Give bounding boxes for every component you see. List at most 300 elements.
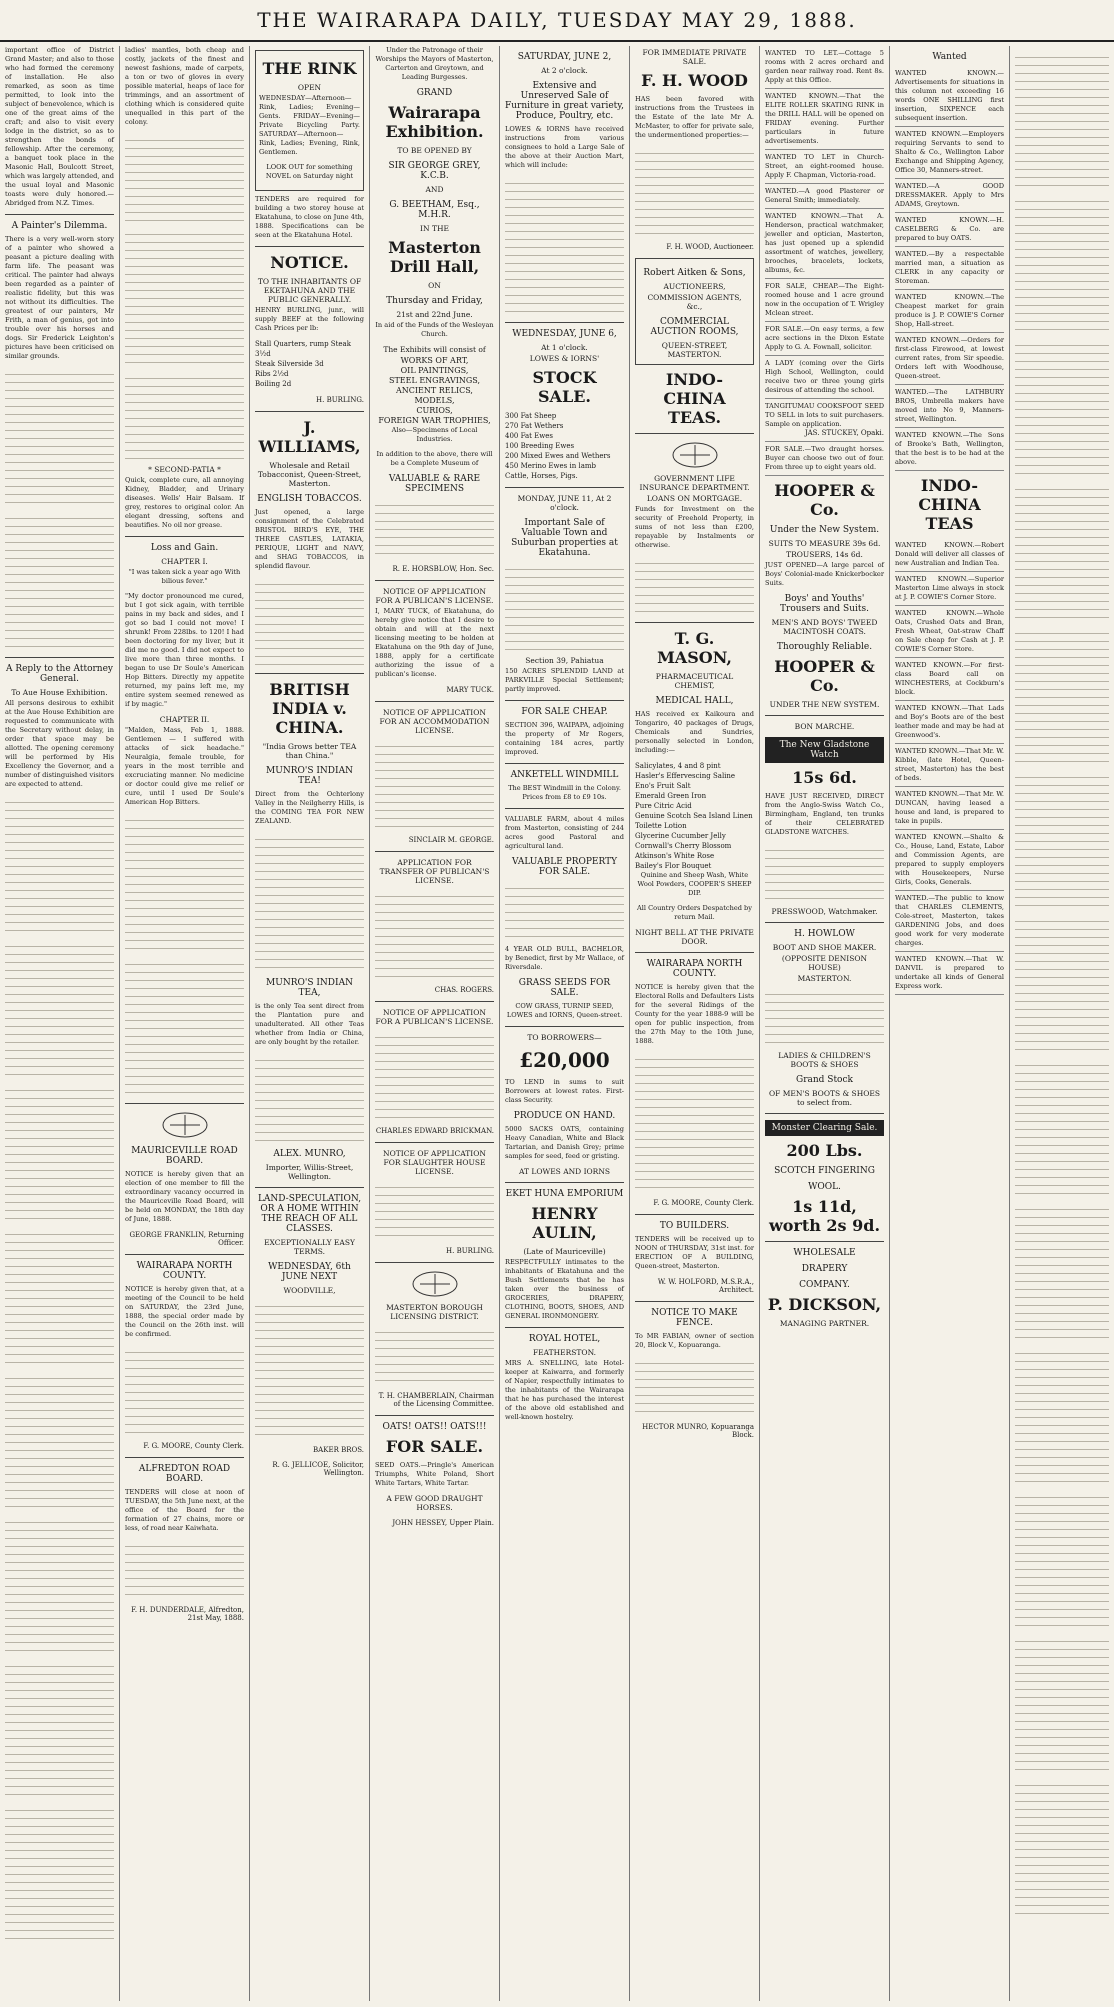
signature: H. BURLING. xyxy=(446,1247,494,1255)
british-india-sub: "India Grows better TEA than China." xyxy=(262,742,357,760)
classified-ad: WANTED.—A GOOD DRESSMAKER. Apply to Mrs ADAMS, Greytown. xyxy=(895,179,1004,213)
wholesale: WHOLESALE xyxy=(793,1248,856,1258)
windmill-price: The BEST Windmill in the Colony. Prices from £8 to £9 10s. xyxy=(508,784,621,801)
stock-list xyxy=(505,411,624,481)
signature: MARY TUCK. xyxy=(446,686,494,694)
gladstone-watch: The New Gladstone Watch xyxy=(765,737,884,763)
article-masonic: important office of District Grand Master; and also to those who had formed the ceremony of installation. He also remarked, as soon as time permitted, to look into the subject of benevolence, which is one of the great aims of the craft; and also to visit every lodge in the district, so as to strengthen the bonds of fellowship. After the ceremony, a banquet took place in the Masonic Hall, Boulcott Street, which was largely attended, and the usual loyal and Masonic toasts were duly honored.—Abridged from N.Z. Times. xyxy=(5,46,114,207)
classified-ad: WANTED KNOWN.—That W. DANVIL is prepared to undertake all kinds of General Express work. xyxy=(895,952,1004,995)
divider xyxy=(505,322,624,323)
aulin-text: RESPECTFULLY intimates to the inhabitants of Ekatahuna and the Bush Settlements that he has taken over the business of GROCERIES, DRAPERY, CLOTHING, BOOTS, SHOES, AND GENERAL IRONMONGERY. xyxy=(505,1258,624,1320)
article-loss-gain-2: "Malden, Mass, Feb 1, 1888. Gentlemen — I suffered with attacks of sick headache." Neuralgia, female trouble, for years in the most terrible and excruciating manner. No medicine or doctor could give me relief or cure, until I used Dr Soule's American Hop Bitters. xyxy=(125,726,244,806)
important-sale: Important Sale of Valuable Town and Suburban properties at Ekatahuna. xyxy=(511,518,618,558)
exhibit-item: WORKS OF ART, xyxy=(400,356,469,365)
aitken-name: Robert Aitken & Sons, xyxy=(643,268,746,278)
signature: H. BURLING. xyxy=(316,396,364,404)
aitken-rooms: COMMERCIAL AUCTION ROOMS, xyxy=(650,317,739,337)
article-continuation xyxy=(375,498,494,558)
classified-ad: WANTED KNOWN.—That A. Henderson, practical watchmaker, jeweller and optician, Masterton, has just opened up a splendid assortment of watches, jewellery, brooches, bracelets, lockets, albums, &c. xyxy=(765,209,884,279)
article-continuation xyxy=(5,1083,114,1223)
classified-ad: WANTED.—By a respectable married man, a situation as CLERK in any capacity or Storeman. xyxy=(895,247,1004,290)
exhibition-opened: TO BE OPENED BY xyxy=(397,146,472,155)
country-orders: All Country Orders Despatched by return Mail. xyxy=(637,904,752,921)
drapery: DRAPERY xyxy=(801,1264,848,1274)
valuable-property: VALUABLE PROPERTY FOR SALE. xyxy=(511,857,618,877)
bon-marche: BON MARCHE. xyxy=(794,722,855,731)
article-continuation xyxy=(125,1539,244,1599)
aitken-commission: COMMISSION AGENTS, &c., xyxy=(647,293,742,311)
pahiatua: Section 39, Pahiatua xyxy=(525,656,604,665)
munro-text-2: is the only Tea sent direct from the Plantation pure and unadulterated. All other Teas whether from India or China, are only bought by the retailer. xyxy=(255,1002,364,1046)
mason-item: Hasler's Effervescing Saline xyxy=(635,772,736,780)
article-continuation xyxy=(1015,1346,1109,1486)
aitken-auctioneers: AUCTIONEERS, xyxy=(663,282,726,291)
wanted-heading: Wanted xyxy=(932,52,967,62)
exhibit-item: MODELS, xyxy=(414,396,455,405)
article-continuation xyxy=(765,987,884,1047)
exhibition-sir-george: SIR GEORGE GREY, K.C.B. xyxy=(388,161,481,181)
draught-horses: A FEW GOOD DRAUGHT HORSES. xyxy=(386,1494,483,1512)
mason-item: Glycerine Cucumber Jelly xyxy=(635,832,726,840)
sale-date: WEDNESDAY, 6th JUNE NEXT xyxy=(268,1262,351,1282)
classified-ad: WANTED KNOWN.—For first-class Board call on WINCHESTERS, at Cockburn's block. xyxy=(895,658,1004,701)
hooper-trousers: TROUSERS, 14s 6d. xyxy=(786,550,863,559)
classified-ad: WANTED.—A good Plasterer or General Smith; immediately. xyxy=(765,184,884,209)
exhibition-days: Thursday and Friday, xyxy=(386,296,483,306)
classified-ad: WANTED KNOWN.—H. CASELBERG & Co. are prepared to buy OATS. xyxy=(895,213,1004,247)
classified-ad: FOR SALE.—Two draught horses. Buyer can choose two out of four. From three up to eight years old. xyxy=(765,442,884,476)
dickson: P. DICKSON, xyxy=(767,1295,882,1314)
royal-text: MRS A. SNELLING, late Hotel-keeper at Kaiwarra, and formerly of Napier, respectfully intimates to the inhabitants of the Wairarapa that he has purchased the interest of the above old established and well-known hostelry. xyxy=(505,1359,624,1421)
county-text: NOTICE is hereby given that the Electoral Rolls and Defaulters Lists for the several Ridings of the County for the year 1888-9 will be open for public inspection, from the 27th May to the 10th June, 1888. xyxy=(635,983,754,1045)
verse: "I was taken sick a year ago With bilious fever." xyxy=(128,568,241,585)
divider xyxy=(505,1327,624,1328)
hooper-suits: SUITS TO MEASURE 39s 6d. xyxy=(768,539,881,548)
valuable-farm: VALUABLE FARM, about 4 miles from Masterton, consisting of 244 acres good Pastoral and agricultural land. xyxy=(505,815,624,850)
signature: JOHN HESSEY, Upper Plain. xyxy=(392,1519,494,1527)
notice-alfredton: TENDERS will close at noon of TUESDAY, the 5th June next, at the office of the Board for the formation of 27 chains, more or less, of road near Kaiwhata. xyxy=(125,1488,244,1532)
wool-price: 1s 11d, worth 2s 9d. xyxy=(768,1197,881,1235)
divider xyxy=(375,851,494,852)
price-line: Boiling 2d xyxy=(255,380,292,388)
royal-hotel: ROYAL HOTEL, xyxy=(528,1334,601,1344)
borrowers: TO BORROWERS— xyxy=(527,1033,602,1042)
divider xyxy=(125,1254,244,1255)
quinine: Quinine and Sheep Wash, White Wool Powders, COOPER'S SHEEP DIP. xyxy=(637,871,752,897)
divider xyxy=(5,657,114,658)
article-continuation xyxy=(375,1325,494,1385)
divider xyxy=(765,715,884,716)
divider xyxy=(375,1415,494,1416)
mason-item: Bailey's Flor Bouquet xyxy=(635,862,712,870)
article-continuation xyxy=(635,146,754,236)
publican-text: I, MARY TUCK, of Ekatahuna, do hereby give notice that I desire to obtain and will at the next licensing meeting to be holden at Ekatahuna on the 9th day of June, 1888, apply for a certificate authorizing the issue of a publican's license. xyxy=(375,607,494,678)
williams-sub: Wholesale and Retail Tobacconist, Queen-Street, Masterton. xyxy=(257,461,362,488)
heading-painters-dilemma: A Painter's Dilemma. xyxy=(11,221,108,231)
howlow-opp: (OPPOSITE DENISON HOUSE) xyxy=(781,954,868,972)
article-continuation xyxy=(5,1659,114,1799)
ad-aitken xyxy=(635,258,754,365)
price-line: Ribs 2½d xyxy=(255,370,289,378)
signature: R. E. HORSBLOW, Hon. Sec. xyxy=(392,565,494,573)
accommodation-heading: NOTICE OF APPLICATION FOR AN ACCOMMODATION LICENSE. xyxy=(379,708,490,735)
exhibition-dates: 21st and 22nd June. xyxy=(396,310,473,319)
signature: T. H. CHAMBERLAIN, Chairman of the Licensing Committee. xyxy=(378,1392,494,1408)
stock-item: 450 Merino Ewes in lamb xyxy=(505,462,596,470)
signature: HECTOR MUNRO, Kopuaranga Block. xyxy=(642,1423,754,1439)
builders-heading: TO BUILDERS. xyxy=(659,1221,730,1231)
company: COMPANY. xyxy=(799,1280,850,1290)
divider xyxy=(635,1214,754,1215)
ad-tenders: TENDERS are required for building a two storey house at Ekatahuna, to close on June 4th, 1888. Specifications can be seen at the Ekatahuna Hotel. xyxy=(255,195,364,239)
rink-title: THE RINK xyxy=(262,59,357,78)
divider xyxy=(375,580,494,581)
divider xyxy=(635,1301,754,1302)
divider xyxy=(125,1103,244,1104)
mason-text: HAS received ex Kaikoura and Tongariro, 40 packages of Drugs, Chemicals and Sundries, personally selected in London, including:— xyxy=(635,710,754,754)
article-continuation xyxy=(1015,1202,1109,1342)
divider xyxy=(375,1142,494,1143)
article-continuation xyxy=(635,1356,754,1416)
article-continuation xyxy=(765,843,884,903)
column-3 xyxy=(250,46,370,2001)
exhibit-list xyxy=(375,356,494,425)
classified-ad: WANTED KNOWN.—That Mr. W. DUNCAN, having leased a house and land, is prepared to take in pupils. xyxy=(895,787,1004,830)
mason-medical: MEDICAL HALL, xyxy=(655,696,734,706)
williams-name: J. WILLIAMS, xyxy=(258,418,361,456)
classified-ad: WANTED.—The public to know that CHARLES CLEMENTS, Cole-street, Masterton, takes GARDENING Jobs, and does good work for very moderate charges. xyxy=(895,891,1004,952)
article-continuation xyxy=(125,227,244,367)
crest-icon xyxy=(670,440,720,470)
article-continuation xyxy=(1015,50,1109,190)
sale-time: At 2 o'clock. xyxy=(541,66,588,75)
extensive-sale: Extensive and Unreserved Sale of Furniture in great variety, Produce, Poultry, etc. xyxy=(505,81,625,121)
article-continuation xyxy=(125,133,244,223)
land-heading: LAND-SPECULATION, OR A HOME WITHIN THE REACH OF ALL CLASSES. xyxy=(257,1194,362,1234)
notice-kidney: Quick, complete cure, all annoying Kidney, Bladder, and Urinary diseases. Wells' Hair Balsam. If grey, restores to original color. An elegant dressing, softens and beautifies. No oil nor grease. xyxy=(125,476,244,529)
grass-seeds: GRASS SEEDS FOR SALE. xyxy=(518,978,611,998)
exhibition-also: Also—Specimens of Local Industries. xyxy=(391,426,478,443)
rink-schedule: WEDNESDAY—Afternoon—Rink, Ladies; Evening—Gents. FRIDAY—Evening—Private Bicycling Party. SATURDAY—Afternoon—Rink, Ladies; Evening, Rink, Gentlemen. xyxy=(259,94,360,156)
signature: R. G. JELLICOE, Solicitor, Wellington. xyxy=(272,1461,364,1477)
exhibition-on: ON xyxy=(428,281,441,290)
ladies-boots: LADIES & CHILDREN'S BOOTS & SHOES xyxy=(778,1051,871,1069)
article-loss-gain: "My doctor pronounced me cured, but I got sick again, with terrible pains in my back and sides, and I got so bad I could not move! I shrunk! From 228lbs. to 120! I had been doctoring for my liver, but it did me no good. I did not expect to live more than three months. I began to use Dr Soule's American Hop Bitters. Directly my appetite returned, my pains left me, my entire system seemed renewed as if by magic." xyxy=(125,592,244,708)
divider xyxy=(255,246,364,247)
classified-ad: WANTED TO LET.—Cottage 5 rooms with 2 acres orchard and garden near railway road. Rent 8s. Apply at this Office. xyxy=(765,46,884,89)
stock-item: 100 Breeding Ewes xyxy=(505,442,575,450)
produce-footer: AT LOWES AND IORNS xyxy=(518,1167,611,1176)
notice-title: NOTICE. xyxy=(270,253,349,272)
munro-heading: MUNRO'S INDIAN TEA! xyxy=(266,766,353,786)
exhibition-and: AND xyxy=(425,185,444,194)
article-continuation xyxy=(1015,770,1109,910)
divider xyxy=(765,922,884,923)
heading-mauriceville: MAURICEVILLE ROAD BOARD. xyxy=(131,1146,238,1166)
heading-alfredton: ALFREDTON ROAD BOARD. xyxy=(138,1464,231,1484)
stock-sale: STOCK SALE. xyxy=(532,368,597,406)
wood-text: HAS been favored with instructions from the Trustees in the Estate of the late Mr A. McMaster, to offer for private sale, the undermentioned properties:— xyxy=(635,95,754,139)
publican-heading-2: NOTICE OF APPLICATION FOR A PUBLICAN'S LICENSE. xyxy=(375,1008,494,1026)
price-line: Steak Silverside 3d xyxy=(255,360,324,368)
rink-sub: OPEN xyxy=(297,83,322,92)
column-5 xyxy=(500,46,630,2001)
mason-item: Cornwall's Cherry Blossom xyxy=(635,842,732,850)
wed-time: At 1 o'clock. xyxy=(541,343,588,352)
lowes-name: LOWES & IORNS' xyxy=(529,354,600,363)
article-continuation xyxy=(1015,194,1109,334)
classified-ad: A LADY (coming over the Girls High School, Wellington, could receive two or three young girls desirous of attending the school. xyxy=(765,356,884,399)
gladstone-text: HAVE JUST RECEIVED, DIRECT from the Anglo-Swiss Watch Co., Birmingham, England, ten trunks of their CELEBRATED GLADSTONE WATCHES. xyxy=(765,792,884,836)
night-bell: NIGHT BELL AT THE PRIVATE DOOR. xyxy=(635,928,754,946)
divider xyxy=(505,1182,624,1183)
hooper-name-2: HOOPER & Co. xyxy=(774,657,875,695)
classified-ad xyxy=(765,399,884,442)
govt-insurance: GOVERNMENT LIFE INSURANCE DEPARTMENT. xyxy=(639,474,750,492)
article-continuation xyxy=(635,556,754,616)
notice-heading: * SECOND-PATIA * xyxy=(148,465,221,474)
classified-ad: WANTED KNOWN.—Orders for first-class Firewood, at lowest current rates, from Sir speedie. Orders left with Woodhouse, Queen-street. xyxy=(895,333,1004,385)
loan-amount: £20,000 xyxy=(519,1048,610,1072)
mon-sale: MONDAY, JUNE 11, At 2 o'clock. xyxy=(517,494,612,512)
howlow-trade: BOOT AND SHOE MAKER. xyxy=(772,943,877,952)
classified-ad: WANTED KNOWN.—That Lads and Boy's Boots are of the best leather made and may be had at Greenwood's. xyxy=(895,701,1004,744)
exhibit-item: ANCIENT RELICS, xyxy=(396,386,473,395)
divider xyxy=(375,701,494,702)
easy-terms: EXCEPTIONALLY EASY TERMS. xyxy=(264,1238,355,1256)
featherston: FEATHERSTON. xyxy=(532,1348,597,1357)
article-continuation xyxy=(1015,338,1109,478)
signature: GEORGE FRANKLIN, Returning Officer. xyxy=(129,1231,244,1247)
loan-text: TO LEND in sums to suit Borrowers at lowest rates. First-class Security. xyxy=(505,1078,624,1104)
divider xyxy=(635,952,754,953)
article-continuation xyxy=(1015,914,1109,1054)
divider xyxy=(125,1457,244,1458)
managing-partner: MANAGING PARTNER. xyxy=(779,1319,870,1328)
rink-lookout: LOOK OUT for something NOVEL on Saturday night xyxy=(265,163,354,180)
article-continuation xyxy=(5,1515,114,1655)
signature: F. G. MOORE, County Clerk. xyxy=(653,1199,754,1207)
acres: 150 ACRES SPLENDID LAND at PARKVILLE Special Settlement; partly improved. xyxy=(505,667,624,693)
classified-ad: WANTED KNOWN.—That the ELITE ROLLER SKATING RINK in the DRILL HALL will be opened on FRIDAY evening. Further particulars in future advertisements. xyxy=(765,89,884,150)
munro-heading-2: MUNRO'S INDIAN TEA, xyxy=(266,978,353,998)
seed-oats: SEED OATS.—Pringle's American Triumphs, White Poland, Short White Tartars, White Tartar. xyxy=(375,1461,494,1487)
loans-mortgage: LOANS ON MORTGAGE. xyxy=(646,494,743,503)
article-painter: There is a very well-worn story of a painter who showed a peasant a picture dealing with farm life. The peasant was critical. The painter had always been regarded as a painter of realistic fidelity, but this was not without its difficulties. The greatest of our painters, Mr Frith, a man of genius, got into trouble over his horses and dogs. Sir Frederick Leighton's pictures have been criticised on similar grounds. xyxy=(5,235,114,360)
mason-item: Eno's Fruit Salt xyxy=(635,782,691,790)
classified-text: TANGITUMAU COOKSFOOT SEED TO SELL in lots to suit purchasers. Sample on application. xyxy=(765,402,884,428)
stock-item: 300 Fat Sheep xyxy=(505,412,557,420)
article-continuation xyxy=(5,511,114,651)
notice-mauriceville: NOTICE is hereby given that an election of one member to fill the extraordinary vacancy occurred in the Mauriceville Road Board, will be held on MONDAY, the 18th day of June, 1888. xyxy=(125,1170,244,1223)
classified-ad: WANTED KNOWN.—Shalto & Co., House, Land, Estate, Labor and Commission Agents, are prepared to supply employers with Housekeepers, Nurse Girls, Cooks, Generals. xyxy=(895,830,1004,891)
grass-items: COW GRASS, TURNIP SEED, LOWES and IORNS, Queen-street. xyxy=(506,1002,623,1019)
article-continuation xyxy=(255,1299,364,1439)
column-7 xyxy=(760,46,890,2001)
county-heading: WAIRARAPA NORTH COUNTY. xyxy=(646,959,743,979)
exhibition-venue: Masterton Drill Hall, xyxy=(388,238,481,276)
exhibition-patronage: Under the Patronage of their Worships the Mayors of Masterton, Carterton and Greytown, and Leading Burgesses. xyxy=(375,46,494,81)
article-continuation xyxy=(1015,626,1109,766)
divider xyxy=(765,1113,884,1114)
chapter-label: CHAPTER I. xyxy=(161,557,208,566)
article-continuation xyxy=(505,881,624,941)
hooper-reliable: Thoroughly Reliable. xyxy=(776,642,873,652)
oats-heading: OATS! OATS!! OATS!!! xyxy=(382,1422,487,1432)
mason-item: Salicylates, 4 and 8 pint xyxy=(635,762,721,770)
munro-text: Direct from the Ochterlony Valley in the Neilgherry Hills, is the COMING TEA FOR NEW ZEALAND. xyxy=(255,790,364,825)
stock-item: 270 Fat Wethers xyxy=(505,422,564,430)
divider xyxy=(505,763,624,764)
article-continuation xyxy=(125,1345,244,1435)
scotch: SCOTCH FINGERING xyxy=(774,1166,875,1176)
exhibition-consist: The Exhibits will consist of xyxy=(383,345,486,354)
divider xyxy=(635,622,754,623)
article-continuation xyxy=(1015,482,1109,622)
article-continuation xyxy=(5,1227,114,1367)
divider xyxy=(505,808,624,809)
exhibition-in-the: IN THE xyxy=(420,224,449,233)
article-continuation xyxy=(5,1371,114,1511)
british-india-heading: BRITISH INDIA v. CHINA. xyxy=(269,680,350,737)
divider xyxy=(375,1262,494,1263)
article-continuation xyxy=(5,939,114,1079)
signature: JAS. STUCKEY, Opaki. xyxy=(804,429,884,437)
classified-ad: WANTED TO LET in Church-Street, an eight-roomed house. Apply F. Chapman, Victoria-road. xyxy=(765,150,884,184)
private-sale: FOR IMMEDIATE PRIVATE SALE. xyxy=(642,48,747,66)
article-reply: All persons desirous to exhibit at the Aue House Exhibition are requested to communicate with the Secretary without delay, in order that space may be allotted. The opening ceremony will be performed by His Excellency the Governor, and a number of distinguished visitors are expected to attend. xyxy=(5,699,114,788)
exhibition-valuable: VALUABLE & RARE SPECIMENS xyxy=(388,474,481,494)
article-continuation xyxy=(375,739,494,829)
classified-ad: WANTED.—The LATHBURY BROS, Umbrella makers have moved into No 9, Manners-street, Wellington. xyxy=(895,385,1004,428)
slaughter-heading: NOTICE OF APPLICATION FOR SLAUGHTER HOUSE LICENSE. xyxy=(383,1149,486,1176)
exhibition-beetham: G. BEETHAM, Esq., M.H.R. xyxy=(389,200,480,220)
howlow-name: H. HOWLOW xyxy=(794,929,855,939)
exhibit-item: STEEL ENGRAVINGS, xyxy=(388,376,481,385)
column-1 xyxy=(0,46,120,2001)
hooper-just: JUST OPENED—A large parcel of Boys' Colonial-made Knickerbocker Suits. xyxy=(765,561,884,587)
column-6 xyxy=(630,46,760,2001)
stock-item: Cattle, Horses, Pigs. xyxy=(505,472,578,480)
notice-to: TO THE INHABITANTS OF EKETAHUNA AND THE PUBLIC GENERALLY. xyxy=(257,277,362,304)
mason-item: Toilette Lotion xyxy=(635,822,687,830)
heading-loss-gain: Loss and Gain. xyxy=(150,543,219,553)
chapter-label: CHAPTER II. xyxy=(159,715,210,724)
divider xyxy=(375,1001,494,1002)
masthead xyxy=(0,0,1114,42)
wood-name: F. H. WOOD xyxy=(641,71,748,90)
transfer-heading: APPLICATION FOR TRANSFER OF PUBLICAN'S LICENSE. xyxy=(379,858,490,885)
section-waipapa: SECTION 396, WAIPAPA, adjoining the property of Mr Rogers, containing 184 acres, partly improved. xyxy=(505,721,624,756)
classified-ad: WANTED KNOWN.—Employers requiring Servants to send to Shalto & Co., Wellington Labor Exchange and Shipping Agency, Office 30, Manners-street. xyxy=(895,127,1004,179)
tobacco-heading: ENGLISH TOBACCOS. xyxy=(257,494,362,504)
article-continuation xyxy=(1015,1634,1109,1774)
heading-reply-attorney: A Reply to the Attorney General. xyxy=(5,664,114,684)
article-continuation xyxy=(125,371,244,461)
classified-ad: FOR SALE.—On easy terms, a few acre sections in the Dixon Estate Apply to G. A. Fownall, solicitor. xyxy=(765,322,884,356)
indo-china-teas: INDO-CHINA TEAS xyxy=(918,476,981,533)
wed-sale: WEDNESDAY, JUNE 6, xyxy=(512,329,617,339)
notice-beef: HENRY BURLING, junr., will supply BEEF at the following Cash Prices per lb: xyxy=(255,306,364,332)
hooper-new-system: UNDER THE NEW SYSTEM. xyxy=(769,700,880,709)
exhibition-grand: GRAND xyxy=(416,88,453,98)
hooper-mens: MEN'S AND BOYS' TWEED MACINTOSH COATS. xyxy=(771,618,878,636)
crest-icon xyxy=(160,1110,210,1140)
lbs: 200 Lbs. xyxy=(786,1141,863,1160)
aitken-address: QUEEN-STREET, MASTERTON. xyxy=(661,341,728,359)
article-continuation xyxy=(1015,1778,1109,1918)
classified-ad: WANTED KNOWN.—Robert Donald will deliver all classes of new Australian and Indian Tea. xyxy=(895,538,1004,572)
column-8 xyxy=(890,46,1010,2001)
column-2 xyxy=(120,46,250,2001)
article-continuation xyxy=(125,813,244,953)
classified-ad: WANTED KNOWN.—Superior Masterton Lime always in stock at J. P. COWIE'S Corner Store. xyxy=(895,572,1004,606)
anketell: ANKETELL WINDMILL xyxy=(510,770,619,780)
article-continuation xyxy=(5,795,114,935)
mason-list xyxy=(635,761,754,871)
alex-munro-sub: Importer, Willis-Street, Wellington. xyxy=(265,1163,354,1181)
bull-sale: 4 YEAR OLD BULL, BACHELOR, by Benedict, first by Mr Wallace, of Riversdale. xyxy=(505,945,624,971)
divider xyxy=(125,536,244,537)
article-continuation xyxy=(255,832,364,972)
article-continuation xyxy=(125,957,244,1097)
mason-item: Atkinson's White Rose xyxy=(635,852,715,860)
article-continuation xyxy=(1015,1058,1109,1198)
howlow-town: MASTERTON. xyxy=(797,974,852,983)
article-continuation xyxy=(375,1180,494,1240)
classified-ad: FOR SALE, CHEAP.—The Eight-roomed house and 1 acre ground now in the occupation of T. Wrigley Mclean street. xyxy=(765,279,884,322)
signature: F. H. WOOD, Auctioneer. xyxy=(666,243,754,251)
article-continuation xyxy=(505,176,624,316)
exhibition-complete: In addition to the above, there will be a Complete Museum of xyxy=(376,450,493,467)
notice-county: NOTICE is hereby given that, at a meeting of the Council to be held on SATURDAY, the 23rd June, 1888, the special order made by the Council on the 26th inst. will be confirmed. xyxy=(125,1285,244,1338)
emporium: EKET HUNA EMPORIUM xyxy=(505,1189,624,1199)
stock-item: 400 Fat Ewes xyxy=(505,432,554,440)
hooper-boys: Boys' and Youths' Trousers and Suits. xyxy=(780,594,869,614)
article-continuation xyxy=(1015,1490,1109,1630)
column-4 xyxy=(370,46,500,2001)
article-continuation xyxy=(375,1030,494,1120)
mason-chemist: PHARMACEUTICAL CHEMIST, xyxy=(655,672,734,690)
exhibit-item: FOREIGN WAR TROPHIES, xyxy=(378,416,491,425)
exhibit-item: CURIOS, xyxy=(416,406,453,415)
mason-item: Genuine Scotch Sea Island Linen xyxy=(635,812,753,820)
divider xyxy=(505,487,624,488)
grand-stock: Grand Stock xyxy=(796,1075,853,1085)
fence-heading: NOTICE TO MAKE FENCE. xyxy=(651,1308,738,1328)
heading-wairarapa-county: WAIRARAPA NORTH COUNTY. xyxy=(136,1261,233,1281)
article-continuation xyxy=(375,889,494,979)
signature: F. H. DUNDERDALE, Alfredton, 21st May, 1888. xyxy=(131,1606,244,1622)
subheading-aue-house: To Aue House Exhibition. xyxy=(11,688,108,697)
divider xyxy=(505,700,624,701)
signature: CHARLES EDWARD BRICKMAN. xyxy=(375,1127,494,1135)
exhibit-item: OIL PAINTINGS, xyxy=(400,366,469,375)
exhibition-aid: In aid of the Funds of the Wesleyan Church. xyxy=(375,321,494,338)
signature: CHAS. ROGERS. xyxy=(434,986,494,994)
signature: F. G. MOORE, County Clerk. xyxy=(143,1442,244,1450)
stock-item: 200 Mixed Ewes and Wethers xyxy=(505,452,611,460)
produce-text: 5000 SACKS OATS, containing Heavy Canadian, White and Black Tartarian, and Danish Grey; prime samples for seed, feed or gristing. xyxy=(505,1125,624,1160)
tobacco-text: Just opened, a large consignment of the Celebrated BRISTOL BIRD'S EYE, THE THREE CASTLES, LATAKIA, PERIQUE, LIGHT and NAVY, and SHAG TOBACCOS, in splendid flavour. xyxy=(255,508,364,570)
gladstone-price: 15s 6d. xyxy=(792,768,857,787)
mason-item: Emerald Green Iron xyxy=(635,792,707,800)
for-sale-cheap: FOR SALE CHEAP. xyxy=(521,707,608,717)
loans-text: Funds for Investment on the security of Freehold Property, in sums of not less than £200, repayable by Instalments or otherwise. xyxy=(635,505,754,549)
masthead-title: THE WAIRARAPA DAILY, TUESDAY MAY 29, 1888. xyxy=(257,8,857,32)
article-continuation xyxy=(505,562,624,652)
article-continuation xyxy=(255,577,364,667)
